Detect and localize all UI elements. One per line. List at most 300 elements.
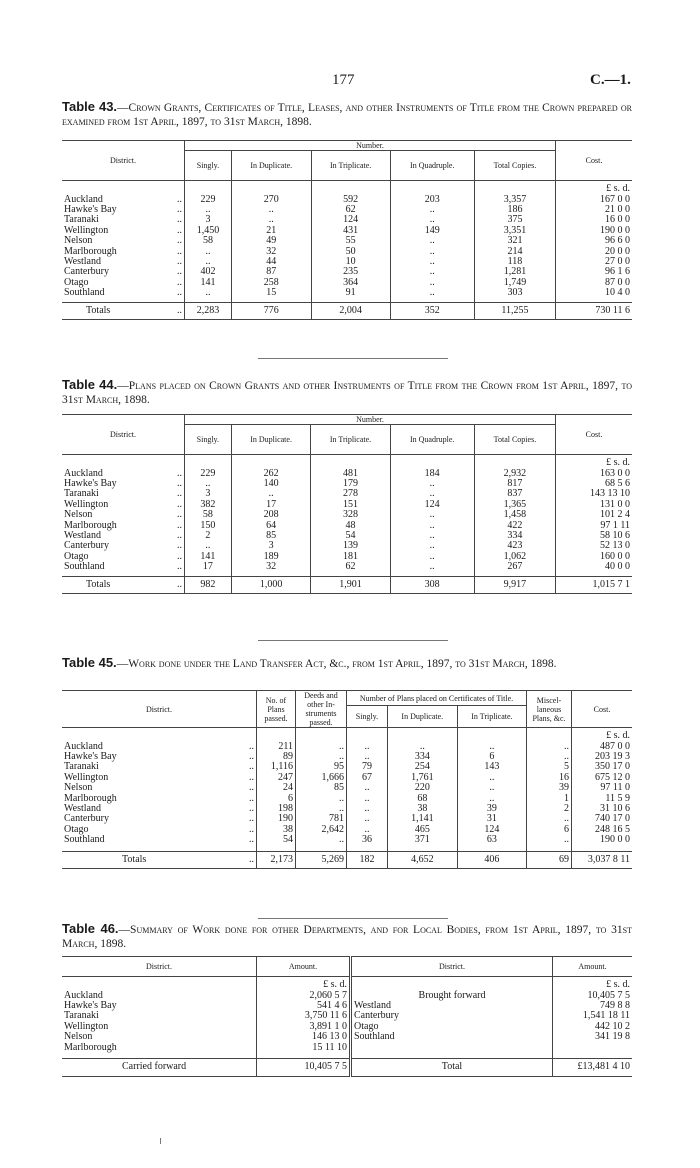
triplicate-cell: 328 [311,510,390,520]
cost-cell: 190 0 0 [600,834,630,846]
cost-cell: 143 13 10 [590,488,630,500]
duplicate-cell: 1,761 [387,773,457,783]
table-45-caption: —Work done under the Land Transfer Act, &c., from 1st April, 1897, to 31st March, 1898. [116,658,557,670]
duplicate-cell: 15 [231,288,311,298]
quadruple-cell: .. [390,562,474,572]
district-name: Canterbury [64,266,109,278]
leader-dots: .. [249,761,254,773]
quadruple-cell: .. [390,247,474,257]
deeds-passed-cell: 2,642 [296,825,347,835]
table-43-label: Table 43. [62,99,118,114]
duplicate-cell: 68 [387,794,457,804]
district-cell [62,814,257,824]
separator [258,918,448,919]
amount-cell: 2,060 5 7 [257,991,351,1001]
singly-cell: .. [185,247,232,257]
leader-dots: .. [249,792,254,804]
triplicate-cell: 62 [311,562,390,572]
district-name: Southland [64,287,105,299]
table-row [62,236,632,246]
amount-cell: 442 10 2 [595,1020,630,1032]
total-copies-cell: 267 [474,562,555,572]
triplicate-cell: 592 [311,195,390,205]
total-copies-cell: 3,351 [474,226,555,236]
district-name: Auckland [64,740,103,752]
quadruple-cell: .. [390,278,474,288]
table-44-label: Table 44. [62,377,118,392]
district-name: Nelson [64,235,93,247]
cost-units: £ s. d. [606,979,630,991]
total-copies-cell: 375 [474,215,555,225]
leader-dots: .. [177,561,182,573]
duplicate-cell: .. [231,205,311,215]
total-cell: 5,269 [296,852,347,869]
district-name: Otago [64,550,89,562]
quadruple-cell: .. [390,521,474,531]
district-name: Wellington [62,1022,257,1032]
page-number: 177 [332,72,355,88]
plans-passed-cell: 89 [257,752,296,762]
table-row [62,804,632,814]
total-cell: 9,917 [474,577,555,594]
singly-cell: .. [347,752,388,762]
totals-label: Totals [86,579,111,591]
table-row [62,742,632,752]
quadruple-cell: .. [390,205,474,215]
totals-label-cell [62,852,257,869]
district-name: Otago [64,823,89,835]
quadruple-cell: .. [390,531,474,541]
leader-dots: .. [177,235,182,247]
leader-dots: .. [249,854,254,866]
misc-plans-cell: 5 [527,762,572,772]
cost-units: £ s. d. [257,977,351,991]
triplicate-cell: 481 [311,469,390,479]
duplicate-cell: 254 [387,762,457,772]
singly-cell: .. [347,814,388,824]
table-row [62,794,632,804]
duplicate-cell: 208 [231,510,311,520]
cost-cell: 350 17 0 [595,761,630,773]
leader-dots: .. [177,214,182,226]
cost-cell: 87 0 0 [605,276,630,288]
amount-cell: 749 8 8 [600,999,630,1011]
singly-cell: .. [185,288,232,298]
cost-cell: 96 6 0 [605,235,630,247]
quadruple-cell: 124 [390,500,474,510]
triplicate-cell: 48 [311,521,390,531]
totals-row [62,303,632,320]
total-cost-cell: 3,037 8 11 [572,852,633,869]
district-name: Otago [64,276,89,288]
duplicate-cell: 258 [231,278,311,288]
triplicate-cell: 39 [457,804,526,814]
col-plans-passed: No. of Plans passed. [257,691,296,728]
district-name: Taranaki [64,488,99,500]
total-label: Total [351,1059,553,1076]
triplicate-cell: 6 [457,752,526,762]
table-row [62,762,632,772]
district-name: Marlborough [64,245,117,257]
singly-cell: 17 [185,562,232,572]
table-46 [62,956,632,1077]
triplicate-cell: .. [457,783,526,793]
col-cost: Cost. [556,415,633,455]
district-name: Westland [64,802,101,814]
total-copies-cell: 837 [474,489,555,499]
col-cost: Cost. [572,691,633,728]
duplicate-cell: 189 [231,552,311,562]
table-row [62,835,632,845]
triplicate-cell: 143 [457,762,526,772]
triplicate-cell: 54 [311,531,390,541]
duplicate-cell: .. [387,742,457,752]
total-copies-cell: 817 [474,479,555,489]
leader-dots: .. [249,813,254,825]
singly-cell: 58 [185,510,232,520]
total-cell: 406 [457,852,526,869]
leader-dots: .. [177,255,182,267]
deeds-passed-cell: .. [296,794,347,804]
total-copies-cell: 2,932 [474,469,555,479]
cost-cell: 16 0 0 [605,214,630,226]
amount-cell: 15 11 10 [257,1043,351,1053]
triplicate-cell: 55 [311,236,390,246]
singly-cell: 1,450 [185,226,232,236]
amount-cell: 541 4 6 [257,1001,351,1011]
cost-cell: 21 0 0 [605,203,630,215]
col-total-copies: Total Copies. [474,425,555,455]
deeds-passed-cell: 95 [296,762,347,772]
total-copies-cell: 1,365 [474,500,555,510]
leader-dots: .. [177,509,182,521]
triplicate-cell: 181 [311,552,390,562]
cost-cell: 96 1 6 [605,266,630,278]
district-name: Taranaki [62,1011,257,1021]
singly-cell: 141 [185,552,232,562]
total-copies-cell: 1,062 [474,552,555,562]
singly-cell: .. [347,794,388,804]
triplicate-cell: 278 [311,489,390,499]
carried-forward-amount: 10,405 7 5 [257,1059,351,1076]
col-number: Number. [185,141,556,151]
quadruple-cell: .. [390,479,474,489]
table-44 [62,414,632,594]
triplicate-cell: 139 [311,541,390,551]
col-triplicate: In Triplicate. [311,425,390,455]
page-mark [160,1138,161,1144]
plans-passed-cell: 54 [257,835,296,845]
quadruple-cell: .. [390,489,474,499]
table-row [62,1022,632,1032]
triplicate-cell: 50 [311,247,390,257]
leader-dots: .. [177,579,182,591]
misc-plans-cell: 39 [527,783,572,793]
singly-cell: 150 [185,521,232,531]
cost-cell: 97 11 0 [600,782,630,794]
total-copies-cell: 334 [474,531,555,541]
table-row [62,783,632,793]
plans-passed-cell: 247 [257,773,296,783]
quadruple-cell: .. [390,267,474,277]
duplicate-cell: 270 [231,195,311,205]
quadruple-cell: .. [390,215,474,225]
district-name: Hawke's Bay [64,750,117,762]
district-name: Westland [351,1001,553,1011]
plans-passed-cell: 190 [257,814,296,824]
duplicate-cell: 85 [231,531,311,541]
triplicate-cell: 124 [457,825,526,835]
deeds-passed-cell: 781 [296,814,347,824]
leader-dots: .. [177,467,182,479]
leader-dots: .. [177,519,182,531]
triplicate-cell: 63 [457,835,526,845]
table-row [62,1001,632,1011]
leader-dots: .. [177,287,182,299]
district-name: Nelson [64,509,93,521]
quadruple-cell: 149 [390,226,474,236]
col-district-left: District. [62,957,257,977]
total-copies-cell: 1,281 [474,267,555,277]
misc-plans-cell: 16 [527,773,572,783]
duplicate-cell: 1,141 [387,814,457,824]
singly-cell: 36 [347,835,388,845]
total-cell: 11,255 [474,303,555,320]
amount-cell: 1,541 18 11 [582,1010,630,1022]
table-44-caption: —Plans placed on Crown Grants and other Instruments of Title from the Crown from 1st April, 1897, to 31st March, 1898. [62,380,632,406]
cost-cell: 31 10 6 [600,802,630,814]
col-plans-placed: Number of Plans placed on Certificates of Title. [347,691,527,706]
total-copies-cell: 186 [474,205,555,215]
total-copies-cell: 1,458 [474,510,555,520]
table-43-caption: —Crown Grants, Certificates of Title, Leases, and other Instruments of Title from the Crown prepared or examined from 1st April, 1897, to 31st March, 1898. [62,102,632,128]
leader-dots: .. [177,276,182,288]
singly-cell: .. [347,783,388,793]
singly-cell: 3 [185,489,232,499]
singly-cell: .. [347,804,388,814]
duplicate-cell: 32 [231,247,311,257]
leader-dots: .. [177,477,182,489]
singly-cell: .. [185,479,232,489]
totals-label: Totals [86,305,111,317]
quadruple-cell: 203 [390,195,474,205]
plans-passed-cell: 1,116 [257,762,296,772]
misc-plans-cell: 2 [527,804,572,814]
total-copies-cell: 422 [474,521,555,531]
col-district: District. [62,691,257,728]
cost-units: £ s. d. [606,457,630,469]
cost-units: £ s. d. [606,730,630,742]
amount-cell: 341 19 8 [595,1031,630,1043]
cost-units: £ s. d. [606,183,630,195]
leader-dots: .. [177,193,182,205]
total-cell: 2,173 [257,852,296,869]
district-name: Southland [351,1032,553,1042]
triplicate-cell: 235 [311,267,390,277]
table-45-title [62,656,632,671]
district-name: Southland [64,834,105,846]
cost-cell: 58 10 6 [600,529,630,541]
cost-cell: 101 2 4 [600,509,630,521]
misc-plans-cell: .. [527,814,572,824]
table-43 [62,140,632,320]
district-name: Canterbury [64,540,109,552]
leader-dots: .. [249,750,254,762]
singly-cell: 402 [185,267,232,277]
triplicate-cell: 431 [311,226,390,236]
col-district: District. [62,415,185,455]
singly-cell: .. [185,541,232,551]
leader-dots: .. [249,834,254,846]
table-row [62,814,632,824]
singly-cell: 382 [185,500,232,510]
total-copies-cell: 214 [474,247,555,257]
district-name: Southland [64,561,105,573]
cost-cell: 487 0 0 [600,740,630,752]
district-name: Hawke's Bay [64,477,117,489]
duplicate-cell: 262 [231,469,311,479]
quadruple-cell: .. [390,510,474,520]
amount-cell: 3,891 1 0 [257,1022,351,1032]
table-row [62,752,632,762]
plans-passed-cell: 211 [257,742,296,752]
plans-passed-cell: 24 [257,783,296,793]
deeds-passed-cell: 1,666 [296,773,347,783]
table-row [62,991,632,1001]
triplicate-cell: 151 [311,500,390,510]
district-name: Otago [351,1022,553,1032]
duplicate-cell: 17 [231,500,311,510]
duplicate-cell: 32 [231,562,311,572]
total-cell: 182 [347,852,388,869]
leader-dots: .. [249,771,254,783]
table-row [62,773,632,783]
district-name: Marlborough [62,1043,257,1053]
plans-passed-cell: 38 [257,825,296,835]
col-misc-plans: Miscel-laneous Plans, &c. [527,691,572,728]
plans-passed-cell: 6 [257,794,296,804]
deeds-passed-cell: 85 [296,783,347,793]
plans-passed-cell: 198 [257,804,296,814]
triplicate-cell: 91 [311,288,390,298]
col-quadruple: In Quadruple. [390,425,474,455]
misc-plans-cell: 6 [527,825,572,835]
totals-label-cell [62,577,185,594]
district-name: Auckland [62,991,257,1001]
totals-row [62,577,632,594]
misc-plans-cell: .. [527,752,572,762]
col-district-right: District. [351,957,553,977]
singly-cell: 67 [347,773,388,783]
leader-dots: .. [177,488,182,500]
col-duplicate: In Duplicate. [231,151,311,181]
triplicate-cell: 124 [311,215,390,225]
total-cost-cell: 1,015 7 1 [556,577,633,594]
duplicate-cell: 87 [231,267,311,277]
table-row [62,1032,632,1042]
leader-dots: .. [249,802,254,814]
total-cell: 2,004 [311,303,390,320]
district-name: Brought forward [351,991,553,1001]
col-cost: Cost. [556,141,633,181]
singly-cell: 79 [347,762,388,772]
total-copies-cell: 118 [474,257,555,267]
col-deeds-passed: Deeds and other In-struments passed. [296,691,347,728]
leader-dots: .. [177,245,182,257]
separator [258,640,448,641]
misc-plans-cell: .. [527,742,572,752]
deeds-passed-cell: .. [296,752,347,762]
cost-cell: 167 0 0 [600,193,630,205]
amount-cell: 10,405 7 5 [587,989,630,1001]
duplicate-cell: 64 [231,521,311,531]
cost-cell: 27 0 0 [605,255,630,267]
quadruple-cell: .. [390,288,474,298]
duplicate-cell: 38 [387,804,457,814]
duplicate-cell: 220 [387,783,457,793]
col-amount-left: Amount. [257,957,351,977]
duplicate-cell: 371 [387,835,457,845]
duplicate-cell: 44 [231,257,311,267]
table-46-title [62,922,632,951]
triplicate-cell: 31 [457,814,526,824]
grand-total-amount: £13,481 4 10 [553,1059,633,1076]
total-copies-cell: 303 [474,288,555,298]
col-duplicate: In Duplicate. [231,425,311,455]
singly-cell: .. [185,257,232,267]
col-duplicate: In Duplicate. [387,706,457,728]
col-singly: Singly. [347,706,388,728]
cost-cell: 163 0 0 [600,467,630,479]
col-district: District. [62,141,185,181]
cost-cell: 740 17 0 [595,813,630,825]
cost-cell: 131 0 0 [600,498,630,510]
totals-label-cell [62,303,185,320]
col-triplicate: In Triplicate. [311,151,390,181]
carried-forward-label: Carried forward [62,1059,257,1076]
leader-dots: .. [177,550,182,562]
leader-dots: .. [177,305,182,317]
district-name: Westland [64,255,101,267]
table-45-label: Table 45. [62,655,117,670]
total-cell: 2,283 [185,303,232,320]
total-cell: 776 [231,303,311,320]
col-singly: Singly. [185,425,232,455]
cost-cell: 40 0 0 [605,561,630,573]
singly-cell: 2 [185,531,232,541]
col-number: Number. [185,415,556,425]
duplicate-cell: 140 [231,479,311,489]
district-name: Auckland [64,193,103,205]
triplicate-cell: 364 [311,278,390,288]
deeds-passed-cell: .. [296,742,347,752]
district-cell [62,835,257,845]
total-copies-cell: 1,749 [474,278,555,288]
quadruple-cell: .. [390,257,474,267]
separator [258,358,448,359]
district-name: Wellington [64,224,109,236]
leader-dots: .. [177,529,182,541]
table-43-title [62,100,632,129]
quadruple-cell: 184 [390,469,474,479]
col-quadruple: In Quadruple. [390,151,474,181]
cost-cell: 190 0 0 [600,224,630,236]
district-name: Wellington [64,498,109,510]
cost-cell: 160 0 0 [600,550,630,562]
cost-cell: 248 16 5 [595,823,630,835]
district-name: Hawke's Bay [64,203,117,215]
total-cell: 1,901 [311,577,390,594]
